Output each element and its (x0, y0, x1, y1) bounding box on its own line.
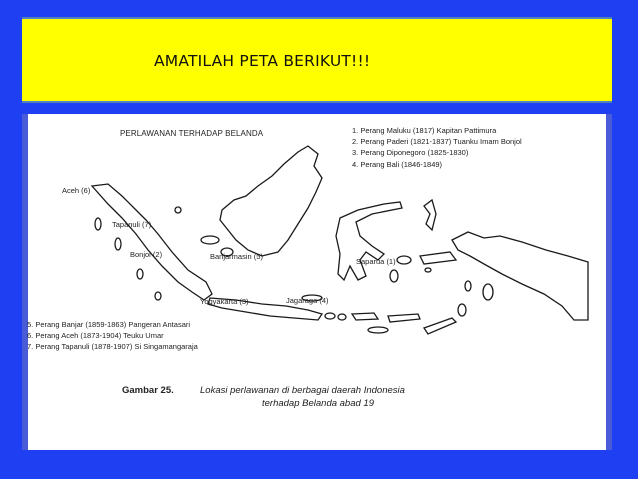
caption-number: Gambar 25. (122, 385, 174, 396)
island-aru (483, 284, 493, 300)
island-sumatra (92, 184, 212, 300)
legend-item: 5. Perang Banjar (1859-1863) Pangeran Antasari (27, 320, 191, 329)
island-riau (175, 207, 181, 213)
label-aceh: Aceh (6) (62, 186, 91, 195)
slide-title: AMATILAH PETA BERIKUT!!! (154, 52, 371, 70)
map-heading: PERLAWANAN TERHADAP BELANDA (120, 129, 264, 138)
island-kai (465, 281, 471, 291)
caption-line-1: Lokasi perlawanan di berbagai daerah Indonesia (200, 385, 405, 396)
legend-item: 2. Perang Paderi (1821-1837) Tuanku Imam Bonjol (352, 137, 522, 147)
legend-item: 3. Perang Diponegoro (1825-1830) (352, 148, 469, 158)
island-sumbawa (352, 313, 378, 320)
island-mentawai (137, 269, 143, 279)
label-jagaraga: Jagaraga (4) (286, 296, 329, 305)
island-lombok (338, 314, 346, 320)
island-buru (397, 256, 411, 264)
island-bali (325, 313, 335, 319)
island-papua (452, 232, 588, 320)
caption-line-2: terhadap Belanda abad 19 (262, 398, 374, 409)
legend-bottom (27, 319, 198, 353)
legend-item: 4. Perang Bali (1846-1849) (352, 159, 443, 169)
island-tanimbar (458, 304, 466, 316)
island-bangka (201, 236, 219, 244)
island-timor (424, 318, 456, 334)
legend-item: 7. Perang Tapanuli (1878-1907) Si Singamangaraja (27, 342, 198, 352)
island-enggano (155, 292, 161, 300)
label-yogyakarta: Yogyakarta (3) (200, 297, 249, 306)
island-nias (115, 238, 121, 250)
legend-item: 1. Perang Maluku (1817) Kapitan Pattimura (352, 126, 497, 135)
island-ambon (425, 268, 431, 272)
island-simeulue (95, 218, 101, 230)
island-buton (390, 270, 398, 282)
island-kalimantan (220, 146, 322, 256)
island-sumba (368, 327, 388, 333)
label-saparua: Saparua (1) (356, 257, 396, 266)
label-bonjol: Bonjol (2) (130, 250, 163, 259)
legend-item: 6. Perang Aceh (1873-1904) Teuku Umar (27, 331, 164, 341)
map-figure (22, 114, 612, 450)
island-halmahera (424, 200, 436, 230)
legend-top (352, 125, 522, 170)
label-tapanuli: Tapanuli (7) (112, 220, 152, 229)
island-sulawesi (336, 202, 402, 280)
island-seram (420, 252, 456, 264)
label-banjarmasin: Banjarmasin (5) (210, 252, 263, 261)
island-flores (388, 314, 420, 322)
